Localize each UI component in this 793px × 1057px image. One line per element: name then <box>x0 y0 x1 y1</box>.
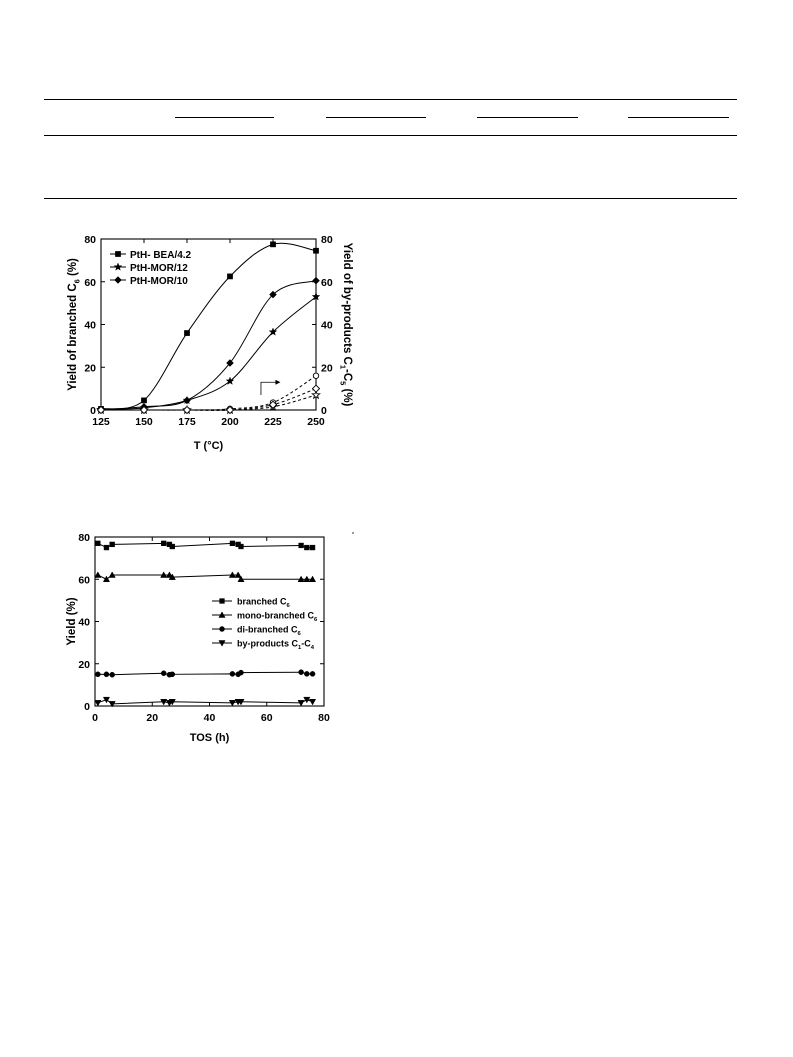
data-point-branched-c6 <box>95 541 100 546</box>
x-tick-label: 60 <box>260 712 273 724</box>
y-tick-label-right: 60 <box>321 276 333 289</box>
data-point-di-branched-c6 <box>238 670 243 675</box>
legend-label-pth-mor-10: PtH-MOR/10 <box>130 276 188 287</box>
data-point-byproduct-5 <box>312 385 319 392</box>
right-axis-arrow <box>261 382 276 395</box>
legend-label-pth-mor-12: PtH-MOR/12 <box>130 263 188 274</box>
right-axis-arrow-head <box>275 380 280 385</box>
y-axis-title-right: Yield of by-products $C_1-C_5$ (%) <box>338 242 353 407</box>
legend-marker-branched-c6 <box>220 599 225 604</box>
x-tick-label: 125 <box>92 416 110 428</box>
data-point-pth-bea-4-2 <box>313 248 318 253</box>
x-tick-label: 175 <box>178 416 196 428</box>
series-line-di-branched-c6 <box>98 672 313 675</box>
tos-yield-chart <box>40 520 360 750</box>
y-tick-label-left: 40 <box>84 319 96 332</box>
legend-label-by-products-c1-c4: by-products $C_1-C_4$ <box>237 638 315 652</box>
legend-label-branched-c6: branched $C_6$ <box>237 596 290 610</box>
x-tick-label: 150 <box>135 416 153 428</box>
data-point-pth-mor-10 <box>183 397 190 404</box>
y-tick-label-right: 80 <box>321 234 333 246</box>
data-point-branched-c6 <box>110 542 115 547</box>
data-point-branched-c6 <box>239 544 244 549</box>
x-tick-label: 225 <box>264 416 282 428</box>
series-line-pth-mor-12 <box>101 297 316 410</box>
table-header-rule <box>44 135 737 136</box>
y-tick-label: 40 <box>78 616 90 629</box>
data-point-di-branched-c6 <box>170 672 175 677</box>
legend-label-pth-bea-4-2: PtH- BEA/4.2 <box>130 250 192 261</box>
x-tick-label: 200 <box>221 416 239 428</box>
y-tick-label: 80 <box>78 532 90 544</box>
y-axis-title-left: Yield of branched $C_6$ (%) <box>67 258 82 391</box>
x-tick-label: 0 <box>92 712 98 724</box>
data-point-branched-c6 <box>299 543 304 548</box>
data-point-pth-bea-4-2 <box>270 242 275 247</box>
legend-marker-pth-bea-4-2 <box>115 251 120 256</box>
data-point-pth-bea-4-2 <box>141 398 146 403</box>
data-point-branched-c6 <box>310 545 315 550</box>
y-tick-label-right: 20 <box>321 362 333 375</box>
series-line-mono-branched-c6 <box>98 575 313 579</box>
legend-marker-di-branched-c6 <box>219 626 224 631</box>
data-point-di-branched-c6 <box>304 671 309 676</box>
y-tick-label-left: 0 <box>90 405 96 417</box>
series-line-byproduct-5 <box>101 389 316 411</box>
temperature-yield-chart <box>40 218 380 458</box>
y-tick-label-left: 60 <box>84 276 96 289</box>
data-point-di-branched-c6 <box>310 671 315 676</box>
data-point-di-branched-c6 <box>104 672 109 677</box>
data-point-branched-c6 <box>304 545 309 550</box>
series-line-pth-mor-10 <box>101 281 316 410</box>
y-axis-title: Yield (%) <box>66 597 78 646</box>
x-tick-label: 250 <box>307 416 325 428</box>
legend-marker-pth-mor-12 <box>114 263 121 270</box>
data-point-branched-c6 <box>161 541 166 546</box>
table-bottom-rule <box>44 198 737 199</box>
data-point-branched-c6 <box>104 545 109 550</box>
legend-marker-pth-mor-10 <box>114 276 121 283</box>
plot-frame <box>95 537 324 706</box>
data-point-branched-c6 <box>230 541 235 546</box>
data-point-pth-bea-4-2 <box>227 274 232 279</box>
legend-label-mono-branched-c6: mono-branched $C_6$ <box>237 610 318 624</box>
table-top-rule <box>44 99 737 100</box>
series-line-by-products-c1-c4 <box>98 700 313 704</box>
data-point-byproduct-3 <box>313 373 318 378</box>
table-group-rule-1 <box>175 117 274 118</box>
y-tick-label: 60 <box>78 574 90 587</box>
data-point-by-products-c1-c4 <box>95 700 101 706</box>
y-tick-label-right: 0 <box>321 405 327 417</box>
data-point-mono-branched-c6 <box>103 576 109 582</box>
x-axis-title: T (°C) <box>193 440 224 452</box>
data-point-by-products-c1-c4 <box>309 699 315 705</box>
table-group-rule-3 <box>477 117 578 118</box>
stray-dot <box>352 532 354 534</box>
y-tick-label-right: 40 <box>321 319 333 332</box>
series-line-branched-c6 <box>98 543 313 547</box>
legend-label-di-branched-c6: di-branched $C_6$ <box>237 624 301 638</box>
x-axis-title: TOS (h) <box>189 732 230 744</box>
y-tick-label-left: 20 <box>84 362 96 375</box>
table-group-rule-4 <box>628 117 729 118</box>
data-point-di-branched-c6 <box>299 670 304 675</box>
table-group-rule-2 <box>326 117 426 118</box>
y-tick-label-left: 80 <box>84 234 96 246</box>
y-tick-label: 20 <box>78 658 90 671</box>
x-tick-label: 20 <box>146 712 159 724</box>
y-tick-label: 0 <box>84 701 90 713</box>
x-tick-label: 40 <box>203 712 216 724</box>
x-tick-label: 80 <box>318 712 330 724</box>
data-point-di-branched-c6 <box>95 672 100 677</box>
data-point-pth-bea-4-2 <box>184 330 189 335</box>
data-point-di-branched-c6 <box>161 671 166 676</box>
data-point-di-branched-c6 <box>110 672 115 677</box>
data-point-pth-mor-10 <box>312 277 319 284</box>
data-point-mono-branched-c6 <box>95 572 101 578</box>
data-point-di-branched-c6 <box>230 671 235 676</box>
data-point-branched-c6 <box>170 544 175 549</box>
